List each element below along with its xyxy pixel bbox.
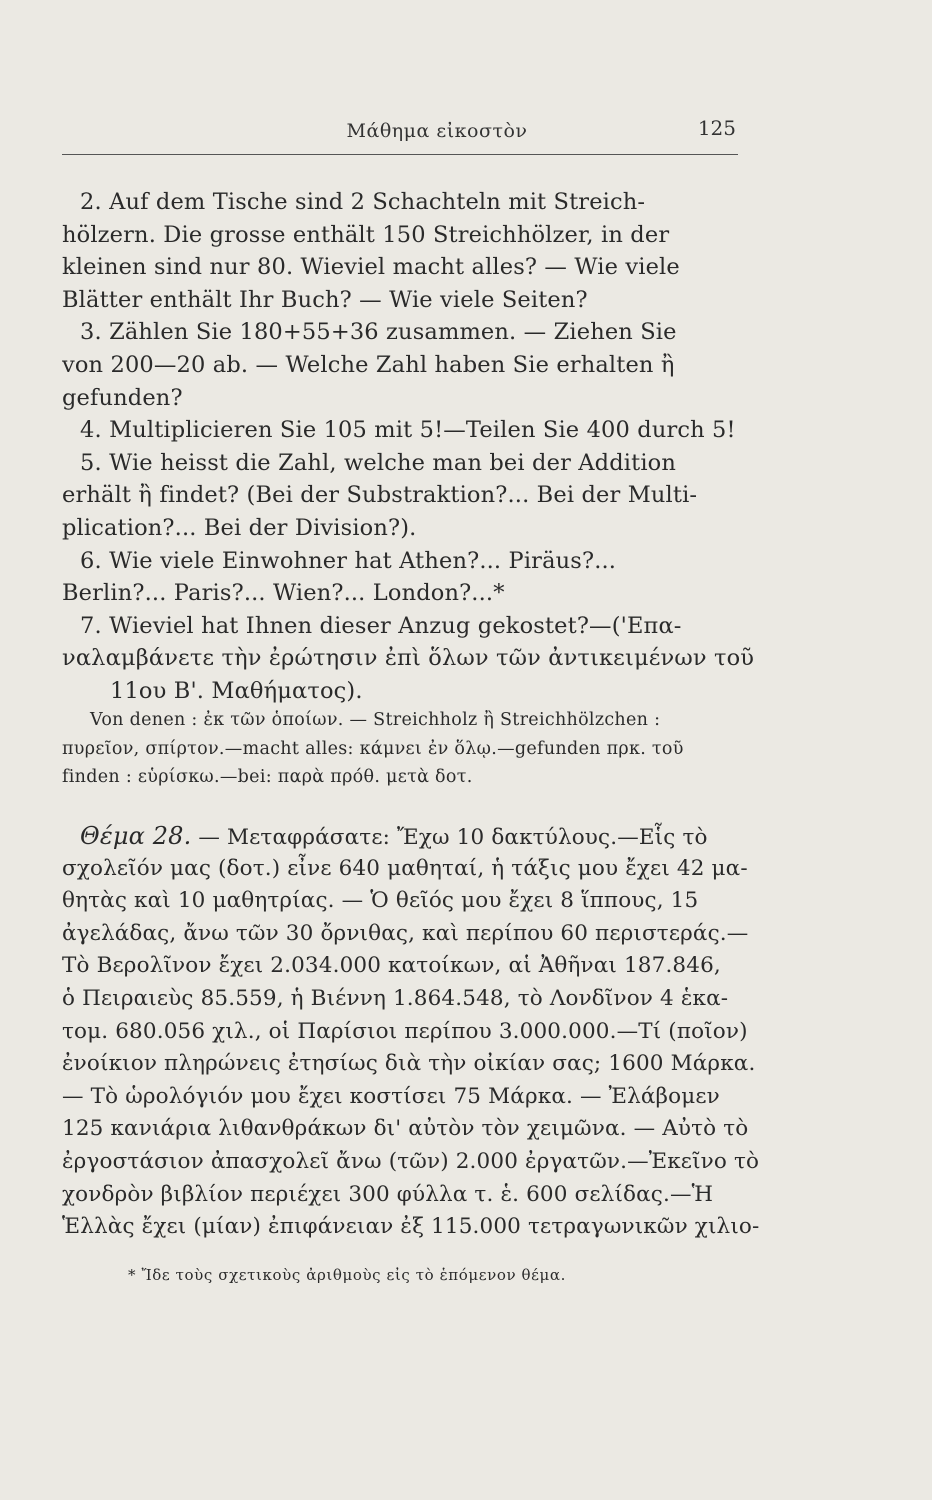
theme-line: — Τὸ ὡρολόγιόν μου ἔχει κοστίσει 75 Μάρκα. — Ἐλάβομεν	[62, 1083, 720, 1109]
theme-label: Θέμα 28.	[80, 822, 192, 850]
theme-line: ἐνοίκιον πληρώνεις ἐτησίως διὰ τὴν οἰκίαν σας; 1600 Μάρκα.	[62, 1051, 756, 1077]
theme-line: χονδρὸν βιβλίον περιέχει 300 φύλλα τ. ἑ. 600 σελίδας.—Ἡ	[62, 1181, 714, 1207]
exercise-line: Blätter enthält Ihr Buch? — Wie viele Seiten?	[62, 286, 588, 313]
exercise-line: Berlin?... Paris?... Wien?... London?...*	[62, 580, 505, 607]
footnote: * Ἴδε τοὺς σχετικοὺς ἀριθμοὺς εἰς τὸ ἑπόμενον θέμα.	[128, 1266, 567, 1284]
vocabulary-line: πυρεῖον, σπίρτον.—macht alles: κάμνει ἐν ὅλῳ.—gefunden πρκ. τοῦ	[62, 738, 684, 759]
vocabulary-notes	[62, 706, 762, 792]
exercise-line: 11ου Β'. Μαθήματος).	[110, 677, 363, 704]
page-header	[62, 114, 738, 155]
exercise-line: plication?... Bei der Division?).	[62, 514, 417, 541]
exercise-line: 2. Auf dem Tische sind 2 Schachteln mit Streich-	[80, 189, 646, 215]
theme-line: τομ. 680.056 χιλ., οἱ Παρίσιοι περίπου 3.000.000.—Τί (ποῖον)	[62, 1018, 748, 1044]
theme-first-line	[62, 820, 762, 853]
exercise-line: hölzern. Die grosse enthält 150 Streichhölzer, in der	[62, 221, 670, 248]
theme-first-line-text: — Μεταφράσατε: Ἔχω 10 δακτύλους.—Εἷς τὸ	[191, 825, 708, 850]
theme-line: ὁ Πειραιεὺς 85.559, ἡ Βιέννη 1.864.548, τὸ Λονδῖνον 4 ἑκα-	[62, 985, 729, 1011]
exercise-line: 5. Wie heisst die Zahl, welche man bei der Addition	[80, 449, 677, 476]
exercise-line: von 200—20 ab. — Welche Zahl haben Sie erhalten ἢ	[62, 351, 675, 378]
vocabulary-line: Von denen : ἐκ τῶν ὁποίων. — Streichholz ἢ Streichhölzchen :	[90, 710, 661, 730]
theme-line: θητὰς καὶ 10 μαθητρίας. — Ὁ θεῖός μου ἔχει 8 ἵππους, 15	[62, 888, 699, 914]
exercise-line: ναλαμβάνετε τὴν ἐρώτησιν ἐπὶ ὅλων τῶν ἀντικειμένων τοῦ	[62, 645, 755, 672]
theme-line: ἐργοστάσιον ἀπασχολεῖ ἄνω (τῶν) 2.000 ἐργατῶν.—Ἐκεῖνο τὸ	[62, 1148, 760, 1174]
vocabulary-line: finden : εὑρίσκω.—bei: παρὰ πρόθ. μετὰ δοτ.	[62, 767, 473, 787]
translation-theme	[62, 820, 762, 1244]
running-title: Μάθημα εἰκοστὸν	[346, 120, 528, 142]
theme-line: ἀγελάδας, ἄνω τῶν 30 ὄρνιθας, καὶ περίπου 60 περιστεράς.—	[62, 920, 749, 946]
exercise-line: gefunden?	[62, 384, 183, 411]
exercise-line: 4. Multiplicieren Sie 105 mit 5!—Teilen Sie 400 durch 5!	[80, 417, 736, 444]
theme-line: Ἑλλὰς ἔχει (μίαν) ἐπιφάνειαν ἐξ 115.000 τετραγωνικῶν χιλιο-	[62, 1214, 760, 1240]
exercise-line: 3. Zählen Sie 180+55+36 zusammen. — Ziehen Sie	[80, 319, 677, 346]
exercise-list	[62, 186, 762, 708]
exercise-line: erhält ἢ findet? (Bei der Substraktion?... Bei der Multi-	[62, 482, 698, 509]
theme-line: σχολεῖόν μας (δοτ.) εἶνε 640 μαθηταί, ἡ τάξις μου ἔχει 42 μα-	[62, 855, 748, 881]
page-number: 125	[697, 116, 736, 140]
exercise-line: 7. Wieviel hat Ihnen dieser Anzug gekostet?—('Επα-	[80, 612, 682, 639]
theme-line: 125 κανιάρια λιθανθράκων δι' αὐτὸν τὸν χειμῶνα. — Αὐτὸ τὸ	[62, 1116, 749, 1142]
exercise-line: 6. Wie viele Einwohner hat Athen?... Piräus?...	[80, 547, 617, 574]
exercise-line: kleinen sind nur 80. Wieviel macht alles? — Wie viele	[62, 254, 680, 281]
theme-line: Τὸ Βερολῖνον ἔχει 2.034.000 κατοίκων, αἱ Ἀθῆναι 187.846,	[62, 953, 721, 979]
